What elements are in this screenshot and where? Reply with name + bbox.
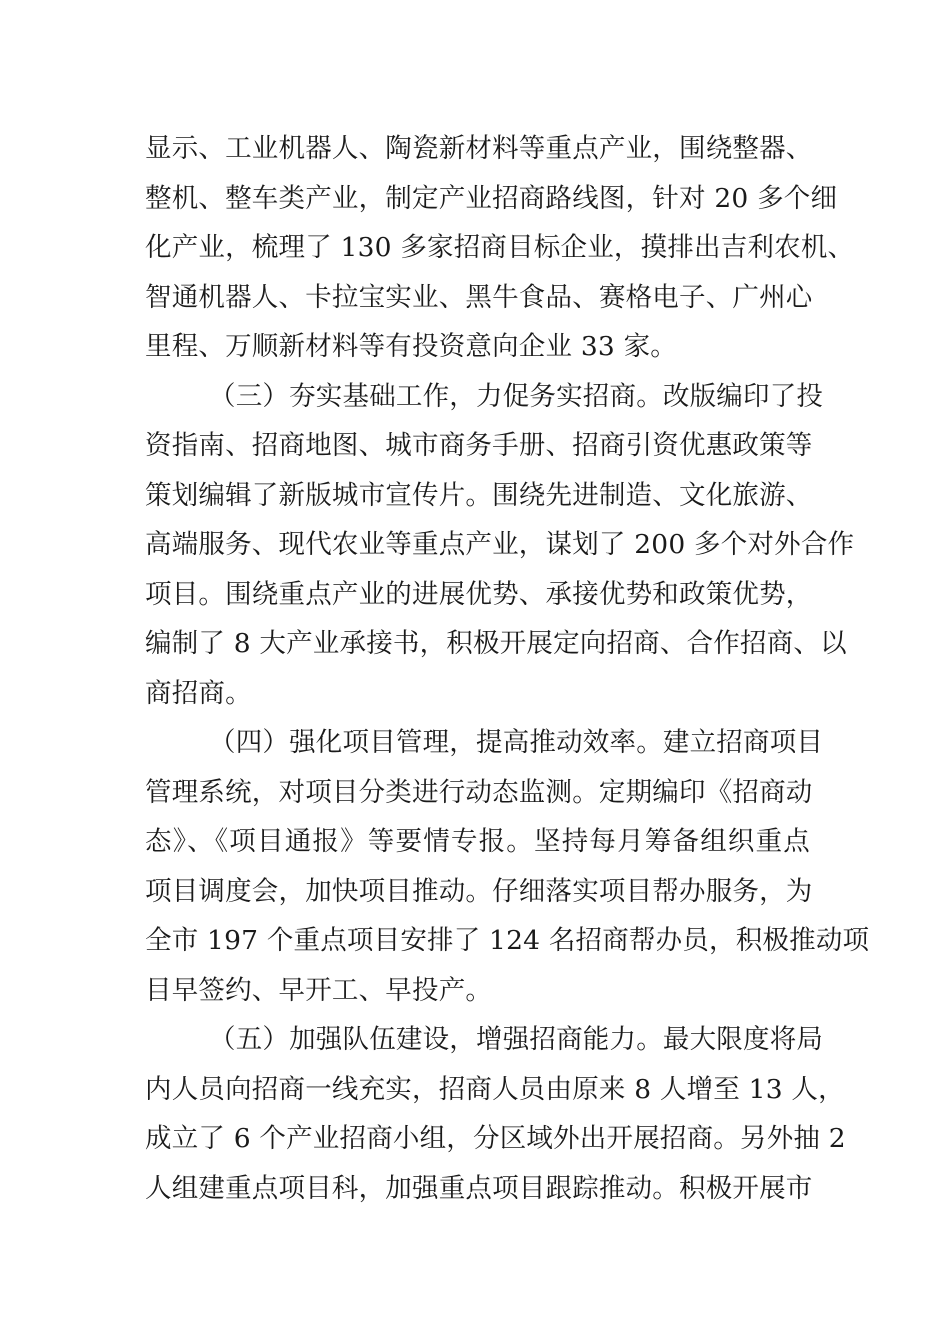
section-three-heading-line: （三）夯实基础工作，力促务实招商。改版编印了投 (209, 380, 824, 412)
text-line-10: 项目。围绕重点产业的进展优势、承接优势和政策优势， (145, 578, 813, 610)
text-line-22: 人组建重点项目科，加强重点项目跟踪推动。积极开展市 (145, 1172, 813, 1204)
text-line-18: 目早签约、早开工、早投产。 (145, 974, 493, 1006)
text-line-3: 化产业，梳理了 130 多家招商目标企业，摸排出吉利农机、 (145, 232, 855, 263)
text-line-16: 项目调度会，加快项目推动。仔细落实项目帮办服务，为 (145, 875, 813, 907)
text-line-1: 显示、工业机器人、陶瓷新材料等重点产业，围绕整器、 (145, 133, 813, 164)
text-line-2: 整机、整车类产业，制定产业招商路线图，针对 20 多个细 (145, 182, 838, 214)
text-line-5: 里程、万顺新材料等有投资意向企业 33 家。 (145, 331, 677, 362)
text-line-15: 态》、《项目通报》等要情专报。坚持每月筹备组织重点 (145, 826, 810, 857)
text-line-21: 成立了 6 个产业招商小组，分区域外出开展招商。另外抽 2 (145, 1123, 846, 1154)
section-five-heading-line: （五）加强队伍建设，增强招商能力。最大限度将局 (209, 1024, 824, 1055)
text-line-7: 资指南、招商地图、城市商务手册、招商引资优惠政策等 (145, 430, 813, 461)
text-line-4: 智通机器人、卡拉宝实业、黑牛食品、赛格电子、广州心 (145, 281, 813, 313)
text-line-8: 策划编辑了新版城市宣传片。围绕先进制造、文化旅游、 (145, 479, 813, 511)
document-body (145, 124, 870, 1213)
text-line-14: 管理系统，对项目分类进行动态监测。定期编印《招商动 (145, 776, 813, 808)
section-four-heading-line: （四）强化项目管理，提高推动效率。建立招商项目 (209, 727, 824, 758)
text-line-11: 编制了 8 大产业承接书，积极开展定向招商、合作招商、以 (145, 628, 847, 659)
text-line-20: 内人员向招商一线充实，招商人员由原来 8 人增至 13 人， (145, 1073, 845, 1105)
text-line-17: 全市 197 个重点项目安排了 124 名招商帮办员，积极推动项 (145, 925, 870, 956)
text-line-9: 高端服务、现代农业等重点产业，谋划了 200 多个对外合作 (145, 529, 855, 560)
text-line-12: 商招商。 (145, 677, 252, 709)
